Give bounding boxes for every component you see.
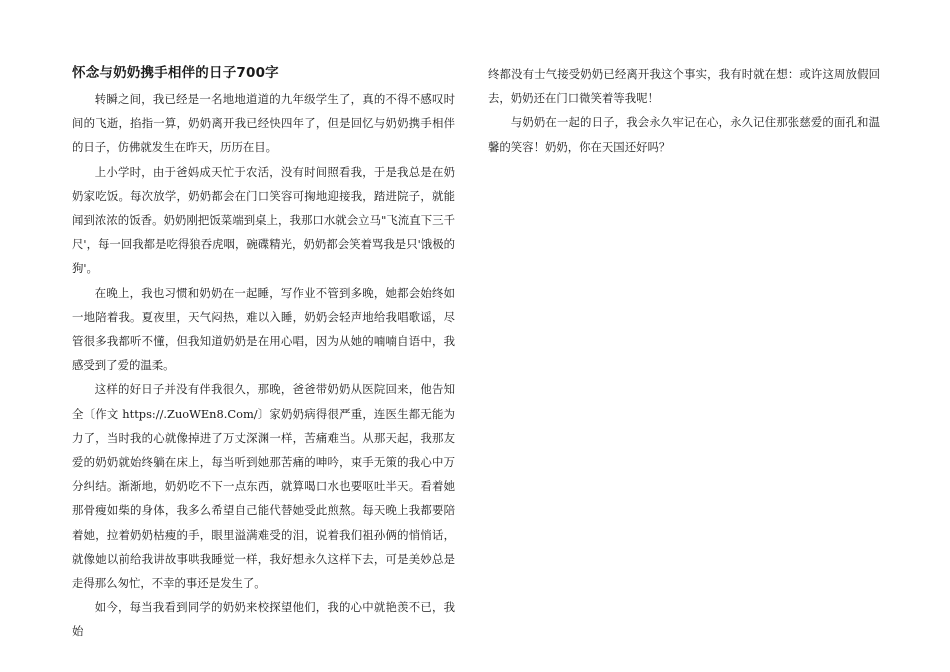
paragraph-4: 这样的好日子并没有伴我很久，那晚，爸爸带奶奶从医院回来，他告知全〔作文 https://.ZuoWEn8.Com/〕家奶奶病得很严重，连医生都无能为力了，当时我的心就像掉进了万丈深渊一样，苦痛难当。从那天起，我那友爱的奶奶就始终躺在床上，每当听到她那苦痛的呻吟，束手无策的我心中万分纠结。渐渐地，奶奶吃不下一点东西，就算喝口水也要呕吐半天。看着她那骨瘦如柴的身体，我多么希望自己能代替她受此煎熬。每天晚上我都要陪着她，拉着奶奶枯瘦的手，眼里溢满难受的泪，说着我们祖孙俩的悄悄话，就像她以前给我讲故事哄我睡觉一样，我好想永久这样下去，可是美妙总是走得那么匆忙，不幸的事还是发生了。: [72, 382, 455, 591]
paragraph-6: 与奶奶在一起的日子，我会永久牢记在心，永久记住那张慈爱的面孔和温馨的笑容！奶奶，你在天国还好吗？: [488, 115, 880, 154]
left-column: [72, 62, 455, 644]
paragraph-5-start: 如今，每当我看到同学的奶奶来校探望他们，我的心中就艳羡不已，我始: [72, 600, 455, 639]
paragraph-5-continued: 终都没有士气接受奶奶已经离开我这个事实，我有时就在想：或许这周放假回去，奶奶还在门口微笑着等我呢！: [488, 67, 880, 106]
paragraph-2: 上小学时，由于爸妈成天忙于农活，没有时间照看我，于是我总是在奶奶家吃饭。每次放学，奶奶都会在门口笑容可掬地迎接我，踏进院子，就能闻到浓浓的饭香。奶奶刚把饭菜端到桌上，我那口水就会立马"飞流直下三千尺'，每一回我都是吃得狼吞虎咽，碗碟精光，奶奶都会笑着骂我是只'饿极的狗'。: [72, 164, 455, 276]
document-title: 怀念与奶奶携手相伴的日子700字: [72, 65, 279, 81]
paragraph-3: 在晚上，我也习惯和奶奶在一起睡，写作业不管到多晚，她都会始终如一地陪着我。夏夜里，天气闷热，难以入睡，奶奶会轻声地给我唱歌谣，尽管很多我都听不懂，但我知道奶奶是在用心唱，因为从她的喃喃自语中，我感受到了爱的温柔。: [72, 285, 455, 373]
paragraph-1: 转瞬之间，我已经是一名地地道道的九年级学生了，真的不得不感叹时间的飞逝，掐指一算，奶奶离开我已经快四年了，但是回忆与奶奶携手相伴的日子，仿佛就发生在昨天，历历在目。: [72, 92, 455, 155]
right-column: [488, 62, 880, 159]
